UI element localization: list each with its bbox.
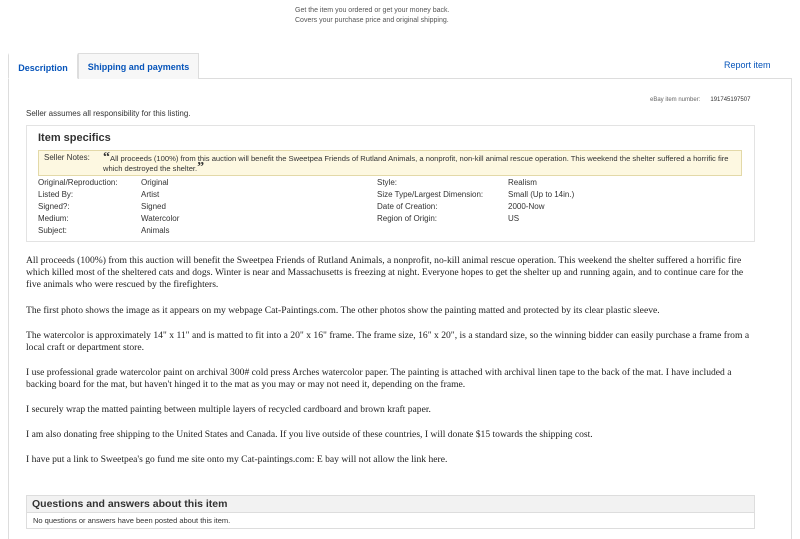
spec-label: Style: [377, 178, 398, 187]
spec-value: Artist [141, 190, 160, 199]
spec-value: 2000-Now [508, 202, 545, 211]
item-number [650, 97, 750, 103]
item-number-label: eBay item number: [650, 97, 701, 103]
spec-label: Medium: [38, 214, 69, 223]
spec-label: Listed By: [38, 190, 74, 199]
money-back-guarantee [295, 6, 449, 26]
spec-label: Region of Origin: [377, 214, 438, 223]
seller-notes-body: All proceeds (100%) from this auction will benefit the Sweetpea Friends of Rutland Animals, a nonprofit, non-kill animal rescue operation. This weekend the shelter suffered a horrific fire which destroyed the shelter. [103, 154, 729, 173]
seller-notes-text [103, 150, 733, 175]
spec-label: Size Type/Largest Dimension: [377, 190, 484, 199]
description-paragraph: I have put a link to Sweetpea's go fund me site onto my Cat-paintings.com: E bay will not allow the link here. [26, 454, 448, 465]
spec-label: Original/Reproduction: [38, 178, 118, 187]
spec-label: Date of Creation: [377, 202, 438, 211]
spec-value: Realism [508, 178, 537, 187]
description-paragraph: The first photo shows the image as it appears on my webpage Cat-Paintings.com. The other photos show the painting matted and protected by its clear plastic sleeve. [26, 305, 660, 316]
spec-value: Signed [141, 202, 166, 211]
description-paragraph: I am also donating free shipping to the United States and Canada. If you live outside of these countries, I will donate $15 towards the shipping cost. [26, 429, 593, 440]
seller-responsibility-note: Seller assumes all responsibility for this listing. [26, 109, 191, 118]
spec-value: Animals [141, 226, 170, 235]
report-item-link[interactable]: Report item [724, 60, 771, 70]
description-paragraph: The watercolor is approximately 14" x 11" and is matted to fit into a 20" x 16" frame. The frame size, 16" x 20", is a standard size, so the winning bidder can easily purchase a frame from a local craft or department store. [26, 330, 750, 353]
description-paragraph: All proceeds (100%) from this auction will benefit the Sweetpea Friends of Rutland Animals, a nonprofit, no-kill animal rescue operation. This weekend the shelter suffered a horrific fire which killed most of the sheltered cats and dogs. Winter is near and Massachusetts is freezing at night. Everyone hopes to get the shelter up and running again, and to continue care for the five animals who were rescued by the firefighters. [26, 255, 744, 290]
item-number-value: 191745197507 [710, 97, 751, 103]
tab-description[interactable]: Description [8, 53, 78, 79]
description-paragraph: I securely wrap the matted painting between multiple layers of recycled cardboard and brown kraft paper. [26, 404, 431, 415]
questions-answers-title: Questions and answers about this item [32, 498, 228, 510]
tab-shipping-and-payments[interactable]: Shipping and payments [78, 53, 199, 79]
close-quote-glyph: ” [197, 160, 205, 175]
spec-label: Subject: [38, 226, 67, 235]
item-specifics-title: Item specifics [38, 132, 111, 144]
description-paragraph: I use professional grade watercolor paint on archival 300# cold press Arches watercolor paper. The painting is attached with archival linen tape to the back of the mat. I have included a backing board for the mat, but haven't hinged it to the mat as you may or may not need it, depending on the frame. [26, 367, 732, 390]
spec-label: Signed?: [38, 202, 70, 211]
spec-value: Original [141, 178, 169, 187]
spec-value: Watercolor [141, 214, 180, 223]
spec-value: US [508, 214, 520, 223]
questions-answers-empty-text: No questions or answers have been posted about this item. [33, 516, 231, 525]
guarantee-line-1: Get the item you ordered or get your money back. [295, 7, 450, 14]
guarantee-line-2: Covers your purchase price and original shipping. [295, 17, 449, 24]
spec-value: Small (Up to 14in.) [508, 190, 575, 199]
seller-notes-label: Seller Notes: [44, 153, 90, 162]
open-quote-glyph: “ [103, 150, 110, 165]
